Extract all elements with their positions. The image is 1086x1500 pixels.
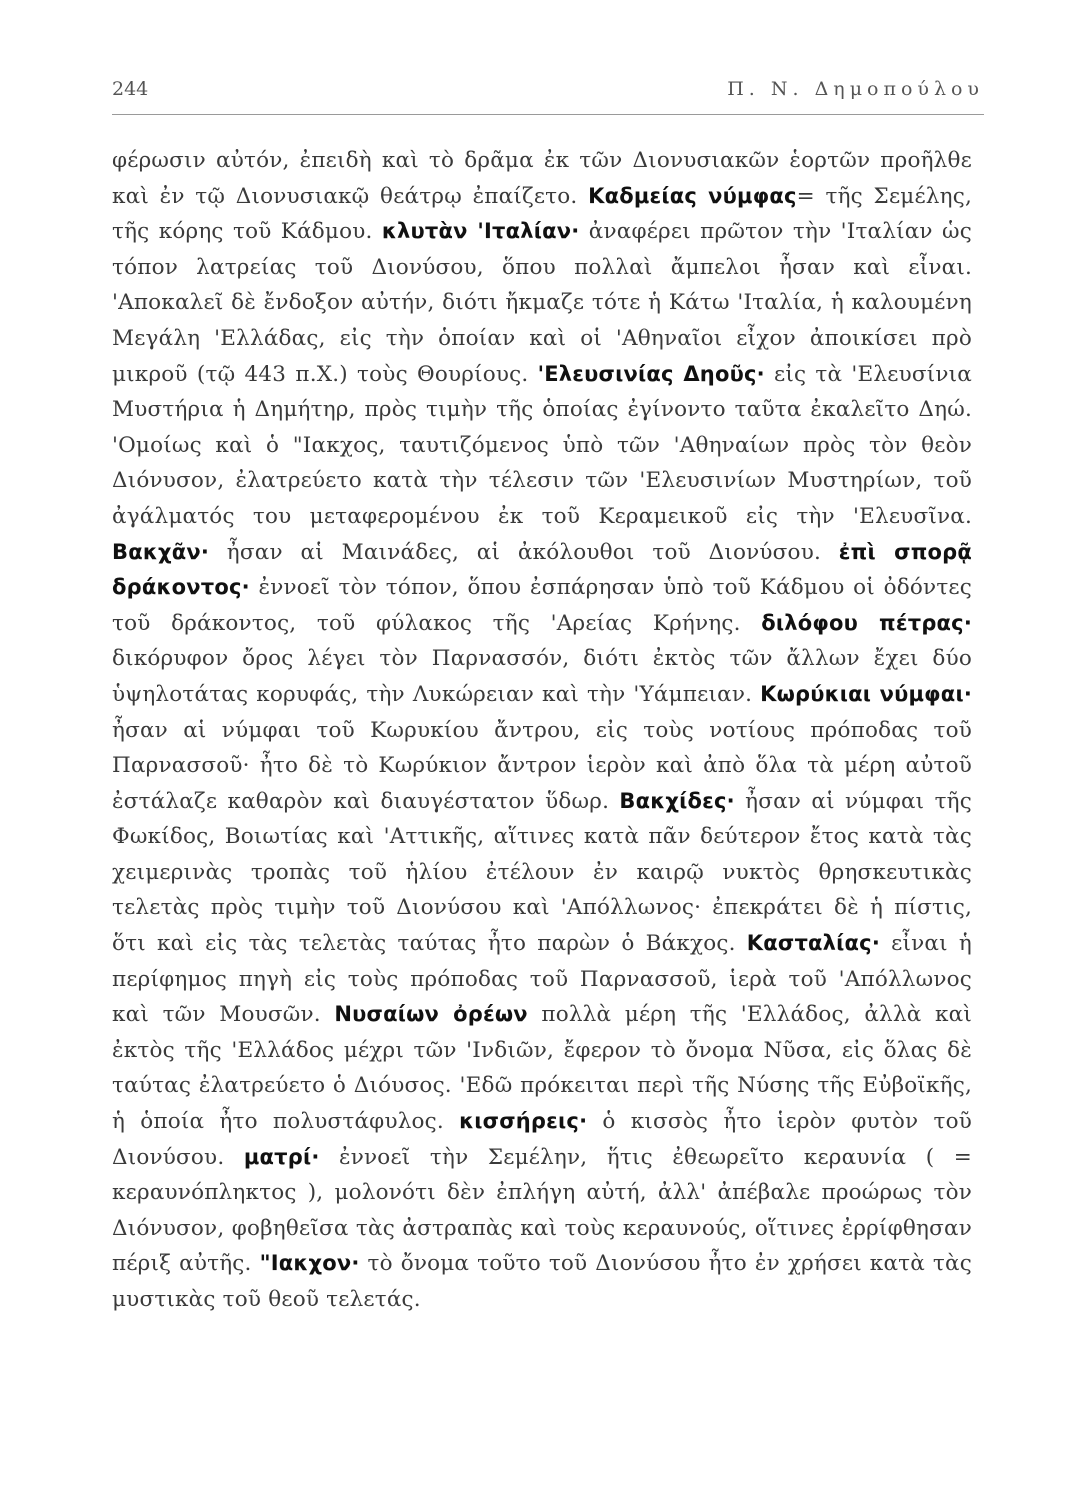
commentary-sentence: ὁ κισσὸς ἦτο ἱερὸν φυτὸν τοῦ Διονύσου. bbox=[112, 1109, 972, 1170]
lemma-heading: Καδμείας νύμφας bbox=[588, 183, 797, 208]
lemma-heading: διλόφου πέτρας· bbox=[761, 610, 972, 635]
commentary-sentence: εἰς τὰ 'Ελευσίνια Μυστήρια ἡ Δημήτηρ, πρὸς τιμὴν τῆς ὁποίας ἐγίνοντο ταῦτα ἐκαλεῖτο Δηώ. 'Ομοίως καὶ ὁ "Ιακχος, ταυτιζόμενος ὑπὸ τῶν 'Αθηναίων πρὸς τὸν θεὸν Διόνυσον, ἐλατρεύετο κατὰ τὴν τέλεσιν τῶν 'Ελευσινίων Μυστηρίων, τοῦ ἀγάλματός του μεταφερομένου ἐκ τοῦ Κεραμεικοῦ εἰς τὴν 'Ελευσῖνα. bbox=[112, 361, 972, 529]
commentary-sentence: πολλὰ μέρη τῆς 'Ελλάδος, ἀλλὰ καὶ ἐκτὸς τῆς 'Ελλάδος μέχρι τῶν 'Ινδιῶν, ἔφερον τὸ ὄνομα Νῦσα, εἰς ὅλας δὲ ταύτας ἐλατρεύετο ὁ Διόυσος. 'Εδῶ πρόκειται περὶ τῆς Νύσης τῆς Εὐβοϊκῆς, ἡ ὁποία ἦτο πολυστάφυλος. bbox=[112, 1002, 972, 1135]
lemma-heading: κισσήρεις· bbox=[459, 1109, 588, 1134]
commentary-sentence: ἐννοεῖ τὴν Σεμέλην, ἥτις ἐθεωρεῖτο κεραυνία ( = κεραυνόπληκτος ), μολονότι δὲν ἐπλήγη αὐτή, ἀλλ' ἀπέβαλε προώρως τὸν Διόνυσον, φοβηθεῖσα τὰς ἀστραπὰς καὶ τοὺς κεραυνούς, οἵτινες ἐρρίφθησαν πέριξ αὐτῆς. bbox=[112, 1144, 973, 1277]
commentary-sentence: τὸ ὄνομα τοῦτο τοῦ Διονύσου ἦτο ἐν χρήσει κατὰ τὰς μυστικὰς τοῦ θεοῦ τελετάς. bbox=[112, 1251, 972, 1312]
commentary-sentence: εἶναι ἡ περίφημος πηγὴ εἰς τοὺς πρόποδας τοῦ Παρνασσοῦ, ἱερὰ τοῦ 'Απόλλωνος καὶ τῶν Μουσῶν. bbox=[112, 931, 972, 1028]
commentary-sentence: δικόρυφον ὄρος λέγει τὸν Παρνασσόν, διότι ἐκτὸς τῶν ἄλλων ἔχει δύο ὑψηλοτάτας κορυφάς, τὴν Λυκώρειαν καὶ τὴν 'Υάμπειαν. bbox=[112, 646, 972, 707]
commentary-sentence: ἦσαν αἱ Μαινάδες, αἱ ἀκόλουθοι τοῦ Διονύσου. bbox=[209, 539, 839, 565]
lemma-heading: Κασταλίας· bbox=[746, 931, 881, 956]
commentary-sentence: φέρωσιν αὐτόν, ἐπειδὴ καὶ τὸ δρᾶμα ἐκ τῶν Διονυσιακῶν ἑορτῶν προῆλθε καὶ ἐν τῷ Διονυσιακῷ θεάτρῳ ἐπαίζετο. bbox=[112, 148, 972, 209]
commentary-sentence: = τῆς Σεμέλης, τῆς κόρης τοῦ Κάδμου. bbox=[112, 183, 972, 245]
page-number: 244 bbox=[112, 78, 149, 100]
commentary-sentence: ἦσαν αἱ νύμφαι τοῦ Κωρυκίου ἄντρου, εἰς τοὺς νοτίους πρόποδας τοῦ Παρνασσοῦ· ἦτο δὲ τὸ Κωρύκιον ἄντρον ἱερὸν καὶ ἀπὸ ὅλα τὰ μέρη αὐτοῦ ἐστάλαζε καθαρὸν καὶ διαυγέστατον ὕδωρ. bbox=[112, 717, 972, 814]
lemma-heading: Βακχᾶν· bbox=[112, 539, 210, 564]
running-head-author: Π. Ν. Δημοπούλου bbox=[727, 78, 984, 100]
lemma-heading: Κωρύκιαι νύμφαι· bbox=[760, 681, 972, 706]
lemma-heading: "Ιακχον· bbox=[259, 1251, 360, 1276]
commentary-text bbox=[112, 143, 972, 1318]
running-head bbox=[112, 78, 984, 106]
lemma-heading: 'Ελευσινίας Δηοῦς· bbox=[537, 361, 765, 386]
lemma-heading: ἐπὶ σπορᾷ δράκοντος· bbox=[112, 539, 972, 600]
lemma-heading: ματρί· bbox=[243, 1144, 320, 1169]
header-rule bbox=[112, 114, 984, 115]
commentary-sentence: ἐννοεῖ τὸν τόπον, ὅπου ἐσπάρησαν ὑπὸ τοῦ Κάδμου οἱ ὀδόντες τοῦ δράκοντος, τοῦ φύλακος τῆς 'Αρείας Κρήνης. bbox=[112, 575, 972, 636]
lemma-heading: Νυσαίων ὀρέων bbox=[334, 1002, 528, 1027]
commentary-sentence: ἀναφέρει πρῶτον τὴν 'Ιταλίαν ὡς τόπον λατρείας τοῦ Διονύσου, ὅπου πολλαὶ ἄμπελοι ἦσαν καὶ εἶναι. 'Αποκαλεῖ δὲ ἔνδοξον αὐτήν, διότι ἤκμαζε τότε ἡ Κάτω 'Ιταλία, ἡ καλουμένη Μεγάλη 'Ελλάδας, εἰς τὴν ὁποίαν καὶ οἱ 'Αθηναῖοι εἶχον ἀποικίσει πρὸ μικροῦ (τῷ 443 π.Χ.) τοὺς Θουρίους. bbox=[112, 219, 972, 387]
commentary-sentence: ἦσαν αἱ νύμφαι τῆς Φωκίδος, Βοιωτίας καὶ 'Αττικῆς, αἵτινες κατὰ πᾶν δεύτερον ἔτος κατὰ τὰς χειμερινὰς τροπὰς τοῦ ἡλίου ἐτέλουν ἐν καιρῷ νυκτὸς θρησκευτικὰς τελετὰς πρὸς τιμὴν τοῦ Διονύσου καὶ 'Απόλλωνος· ἐπεκράτει δὲ ἡ πίστις, ὅτι καὶ εἰς τὰς τελετὰς ταύτας ἦτο παρὼν ὁ Βάκχος. bbox=[112, 788, 972, 957]
lemma-heading: κλυτὰν 'Ιταλίαν· bbox=[381, 219, 580, 244]
lemma-heading: Βακχίδες· bbox=[619, 788, 735, 813]
